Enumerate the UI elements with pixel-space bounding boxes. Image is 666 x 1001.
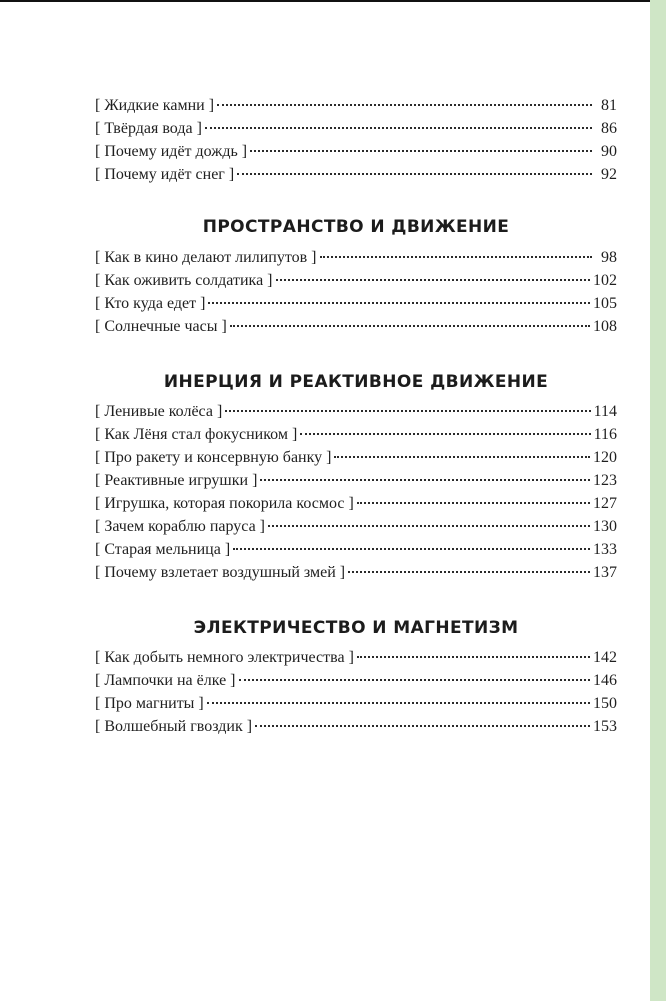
section-heading: ЭЛЕКТРИЧЕСТВО И МАГНЕТИЗМ xyxy=(193,618,519,638)
dot-leader xyxy=(357,656,590,658)
toc-entry-page: 92 xyxy=(601,166,617,183)
toc-entry-page: 142 xyxy=(593,649,617,666)
toc-entry-title: [ Зачем кораблю паруса ] xyxy=(95,518,265,535)
toc-entry[interactable] xyxy=(95,646,617,669)
toc-section-4 xyxy=(95,615,617,738)
dot-leader xyxy=(334,456,590,458)
toc-entry-title: [ Лампочки на ёлке ] xyxy=(95,672,236,689)
toc-entry-list xyxy=(95,94,617,186)
toc-entry[interactable] xyxy=(95,269,617,292)
toc-entry[interactable] xyxy=(95,163,617,186)
dot-leader xyxy=(300,433,590,435)
toc-entry-title: [ Как в кино делают лилипутов ] xyxy=(95,249,317,266)
toc-entry-list xyxy=(95,246,617,338)
dot-leader xyxy=(320,256,593,258)
toc-entry[interactable] xyxy=(95,423,617,446)
table-of-contents xyxy=(95,94,617,738)
toc-entry-title: [ Как добыть немного электричества ] xyxy=(95,649,354,666)
toc-entry-page: 123 xyxy=(593,472,617,489)
dot-leader xyxy=(208,302,590,304)
toc-entry-page: 114 xyxy=(593,403,617,420)
section-heading: ИНЕРЦИЯ И РЕАКТИВНОЕ ДВИЖЕНИЕ xyxy=(163,372,549,392)
toc-entry-title: [ Почему идёт дождь ] xyxy=(95,143,248,160)
toc-entry[interactable] xyxy=(95,561,617,584)
toc-entry-page: 150 xyxy=(593,695,617,712)
toc-entry[interactable] xyxy=(95,400,617,423)
toc-entry[interactable] xyxy=(95,246,617,269)
toc-entry[interactable] xyxy=(95,446,617,469)
toc-entry-list xyxy=(95,400,617,584)
toc-entry[interactable] xyxy=(95,469,617,492)
toc-entry[interactable] xyxy=(95,140,617,163)
toc-entry[interactable] xyxy=(95,669,617,692)
top-border-line xyxy=(0,0,666,2)
toc-entry-title: [ Про магниты ] xyxy=(95,695,204,712)
toc-entry-page: 146 xyxy=(593,672,617,689)
toc-entry[interactable] xyxy=(95,515,617,538)
toc-entry[interactable] xyxy=(95,94,617,117)
dot-leader xyxy=(205,127,592,129)
toc-section-3 xyxy=(95,369,617,584)
dot-leader xyxy=(230,325,590,327)
dot-leader xyxy=(276,279,590,281)
toc-entry[interactable] xyxy=(95,315,617,338)
toc-entry-title: [ Почему идёт снег ] xyxy=(95,166,235,183)
toc-entry-title: [ Про ракету и консервную банку ] xyxy=(95,449,332,466)
toc-entry-page: 102 xyxy=(593,272,617,289)
toc-entry-page: 153 xyxy=(593,718,617,735)
toc-entry-title: [ Игрушка, которая покорила космос ] xyxy=(95,495,354,512)
toc-entry-list xyxy=(95,646,617,738)
toc-entry[interactable] xyxy=(95,692,617,715)
dot-leader xyxy=(348,571,590,573)
toc-entry-page: 130 xyxy=(593,518,617,535)
toc-entry-page: 105 xyxy=(593,295,617,312)
toc-entry-page: 116 xyxy=(593,426,617,443)
toc-entry-title: [ Как оживить солдатика ] xyxy=(95,272,273,289)
toc-entry-page: 98 xyxy=(601,249,617,266)
toc-entry[interactable] xyxy=(95,715,617,738)
toc-entry-title: [ Твёрдая вода ] xyxy=(95,120,202,137)
toc-entry-title: [ Как Лёня стал фокусником ] xyxy=(95,426,298,443)
toc-entry[interactable] xyxy=(95,538,617,561)
dot-leader xyxy=(250,150,592,152)
dot-leader xyxy=(357,502,590,504)
toc-entry-page: 127 xyxy=(593,495,617,512)
toc-entry-page: 137 xyxy=(593,564,617,581)
toc-entry-page: 86 xyxy=(601,120,617,137)
toc-entry-page: 81 xyxy=(601,97,617,114)
toc-entry-title: [ Солнечные часы ] xyxy=(95,318,227,335)
toc-entry[interactable] xyxy=(95,117,617,140)
dot-leader xyxy=(237,173,592,175)
dot-leader xyxy=(255,725,590,727)
dot-leader xyxy=(268,525,590,527)
toc-entry-title: [ Ленивые колёса ] xyxy=(95,403,223,420)
dot-leader xyxy=(225,410,590,412)
toc-entry[interactable] xyxy=(95,492,617,515)
dot-leader xyxy=(217,104,592,106)
toc-section-1 xyxy=(95,94,617,186)
toc-entry-title: [ Жидкие камни ] xyxy=(95,97,215,114)
toc-entry-title: [ Старая мельница ] xyxy=(95,541,231,558)
dot-leader xyxy=(239,679,591,681)
section-heading: ПРОСТРАНСТВО И ДВИЖЕНИЕ xyxy=(202,217,510,237)
toc-entry-title: [ Волшебный гвоздик ] xyxy=(95,718,253,735)
dot-leader xyxy=(260,479,590,481)
toc-entry-title: [ Почему взлетает воздушный змей ] xyxy=(95,564,346,581)
toc-entry-page: 90 xyxy=(601,143,617,160)
toc-entry-title: [ Реактивные игрушки ] xyxy=(95,472,258,489)
toc-entry-page: 108 xyxy=(593,318,617,335)
dot-leader xyxy=(233,548,590,550)
toc-entry[interactable] xyxy=(95,292,617,315)
dot-leader xyxy=(207,702,590,704)
toc-entry-title: [ Кто куда едет ] xyxy=(95,295,206,312)
toc-entry-page: 120 xyxy=(593,449,617,466)
page-edge-strip xyxy=(650,0,666,1001)
toc-section-2 xyxy=(95,214,617,338)
toc-entry-page: 133 xyxy=(593,541,617,558)
